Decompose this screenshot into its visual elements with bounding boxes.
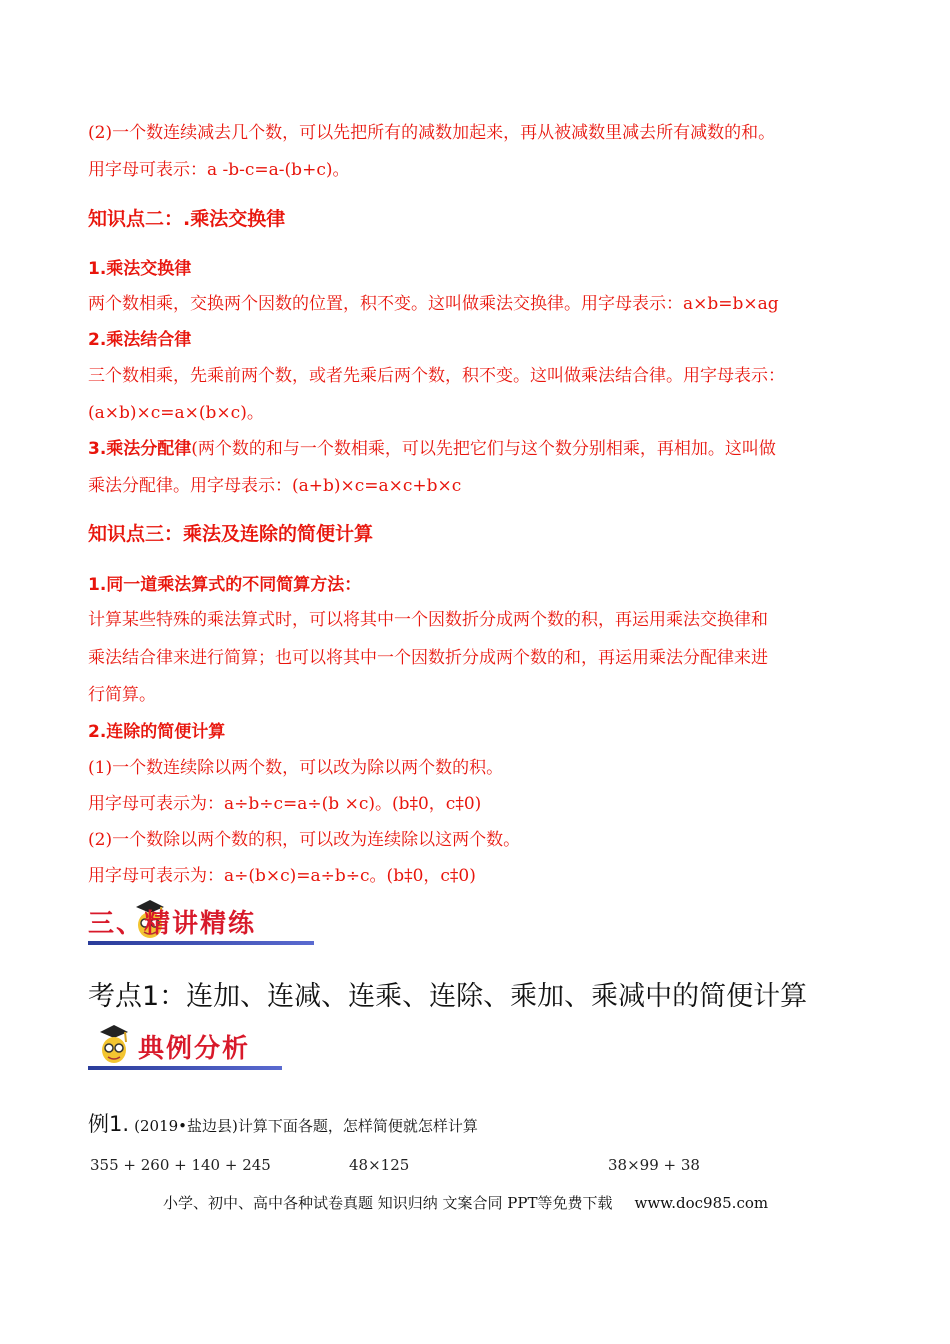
text-line: 行简算。 xyxy=(88,685,156,705)
text-line: 乘法结合律来进行简算；也可以将其中一个因数折分成两个数的和，再运用乘法分配律来进 xyxy=(88,648,768,668)
expression: 355 + 260 + 140 + 245 xyxy=(90,1156,271,1174)
expression: 48×125 xyxy=(349,1156,410,1174)
section-heading: 知识点三：乘法及连除的简便计算 xyxy=(88,523,374,545)
sub-heading: 3.乘法分配律 xyxy=(88,439,192,459)
text-line: 用字母可表示：a -b-c=a-(b+c)。 xyxy=(88,160,350,180)
banner-underline xyxy=(88,941,314,945)
banner-underline xyxy=(88,1066,282,1070)
kaodian-title: 考点1：连加、连减、连乘、连除、乘加、乘减中的简便计算 xyxy=(88,981,808,1012)
sub-heading: 1.同一道乘法算式的不同简算方法： xyxy=(88,575,362,595)
text-line: 用字母可表示为：a÷b÷c=a÷(b ×c)。(b‡0，c‡0) xyxy=(88,794,482,814)
text-line: 三个数相乘，先乘前两个数，或者先乘后两个数，积不变。这叫做乘法结合律。用字母表示： xyxy=(88,366,785,386)
example-label: 例1. xyxy=(88,1112,130,1136)
text-line xyxy=(88,434,776,459)
sub-heading: 1.乘法交换律 xyxy=(88,259,192,279)
example-1 xyxy=(88,1108,478,1138)
text-line: 计算某些特殊的乘法算式时，可以将其中一个因数折分成两个数的积，再运用乘法交换律和 xyxy=(88,610,768,630)
sub-heading: 2.乘法结合律 xyxy=(88,330,192,350)
text-line: (2)一个数连续减去几个数，可以先把所有的减数加起来，再从被减数里减去所有减数的和。 xyxy=(88,123,776,143)
banner-text: 三、精讲精练 xyxy=(88,909,257,939)
page-footer xyxy=(163,1192,768,1213)
text-line: 用字母可表示为：a÷(b×c)=a÷b÷c。(b‡0，c‡0) xyxy=(88,866,476,886)
scholar-mascot-icon xyxy=(94,1022,134,1068)
footer-text: 小学、初中、高中各种试卷真题 知识归纳 文案合同 PPT等免费下载 xyxy=(163,1194,613,1212)
text-line: (a×b)×c=a×(b×c)。 xyxy=(88,403,264,423)
footer-url: www.doc985.com xyxy=(634,1194,769,1212)
text-line: 乘法分配律。用字母表示：(a+b)×c=a×c+b×c xyxy=(88,476,462,496)
text-segment: (两个数的和与一个数相乘，可以先把它们与这个数分别相乘，再相加。这叫做 xyxy=(191,439,776,459)
section-banner-dianli xyxy=(88,1018,284,1074)
sub-heading: 2.连除的简便计算 xyxy=(88,722,226,742)
section-heading: 知识点二：.乘法交换律 xyxy=(88,208,286,230)
banner-text: 典例分析 xyxy=(138,1034,251,1064)
text-line: 两个数相乘，交换两个因数的位置，积不变。这叫做乘法交换律。用字母表示：a×b=b×ag xyxy=(88,294,779,314)
section-banner-jingjiang xyxy=(88,893,316,949)
expression: 38×99 + 38 xyxy=(608,1156,700,1174)
text-line: (1)一个数连续除以两个数，可以改为除以两个数的积。 xyxy=(88,758,504,778)
text-line: (2)一个数除以两个数的积，可以改为连续除以这两个数。 xyxy=(88,830,521,850)
example-prompt: (2019•盐边县)计算下面各题，怎样简便就怎样计算 xyxy=(134,1117,478,1135)
